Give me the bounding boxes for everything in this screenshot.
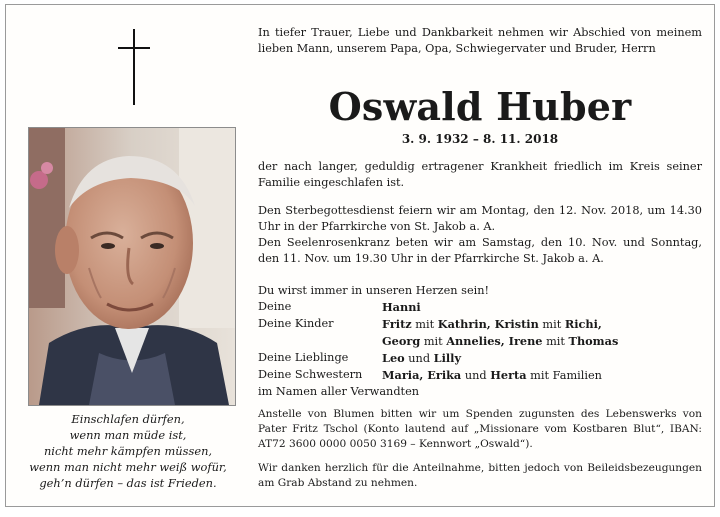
mourners-list [258, 299, 702, 400]
poem-line: nicht mehr kämpfen müssen, [43, 444, 213, 458]
mourner-row [258, 333, 702, 350]
mourner-row [258, 350, 702, 367]
rosary-text: Den Seelenrosenkranz beten wir am Samstag, den 10. Nov. und Sonntag, den 11. Nov. um 19.30 Uhr in der Pfarrkirche St. Jakob a. A. [258, 236, 702, 265]
intro-text: In tiefer Trauer, Liebe und Dankbarkeit nehmen wir Abschied von meinem lieben Mann, unserem Papa, Opa, Schwiegervater und Bruder, Herrn [258, 26, 702, 55]
donation-text: Anstelle von Blumen bitten wir um Spenden zugunsten des Lebenswerks von Pater Fritz Tschol (Konto lautend auf „Missionare vom Kostbaren Blut“, IBAN: AT72 3600 0000 0050 3169 – Kennwort „Oswald“). [258, 408, 702, 450]
mourner-row [258, 367, 702, 384]
heart-line: Du wirst immer in unseren Herzen sein! [258, 284, 490, 297]
mourner-names: Leo und Lilly [382, 351, 462, 365]
obituary-notice [5, 4, 715, 507]
relatives-line: im Namen aller Verwandten [258, 385, 420, 398]
mourner-names: Fritz mit Kathrin, Kristin mit Richi, [382, 317, 602, 331]
funeral-mass-text: Den Sterbegottesdienst feiern wir am Montag, den 12. Nov. 2018, um 14.30 Uhr in der Pfarrkirche von St. Jakob a. A. [258, 204, 702, 233]
poem-line: wenn man müde ist, [69, 428, 187, 442]
poem [16, 411, 240, 491]
thanks-text: Wir danken herzlich für die Anteilnahme, bitten jedoch von Beileidsbezeugungen am Grab Abstand zu nehmen. [258, 462, 702, 489]
poem-line: Einschlafen dürfen, [71, 412, 185, 426]
deceased-name: Oswald Huber [328, 84, 632, 129]
mourner-relation [258, 333, 382, 350]
mourner-relation: Deine Schwestern [258, 368, 363, 381]
life-dates: 3. 9. 1932 – 8. 11. 2018 [401, 132, 559, 146]
mourner-names: Hanni [382, 300, 421, 314]
service-info [258, 203, 702, 267]
portrait-photo [28, 127, 236, 406]
death-text: der nach langer, geduldig ertragener Krankheit friedlich im Kreis seiner Familie eingeschlafen ist. [258, 160, 702, 189]
mourner-row [258, 316, 702, 333]
mourner-names: Maria, Erika und Herta mit Familien [382, 368, 602, 382]
mourner-relation: Deine Lieblinge [258, 351, 349, 364]
mourner-relation: Deine Kinder [258, 317, 334, 330]
cross-icon [118, 29, 150, 105]
poem-line: geh’n dürfen – das ist Frieden. [39, 476, 217, 490]
mourner-row [258, 299, 702, 316]
mourner-relation: Deine [258, 300, 292, 313]
mourner-names: Georg mit Annelies, Irene mit Thomas [382, 334, 619, 348]
poem-line: wenn man nicht mehr weiß wofür, [29, 460, 227, 474]
